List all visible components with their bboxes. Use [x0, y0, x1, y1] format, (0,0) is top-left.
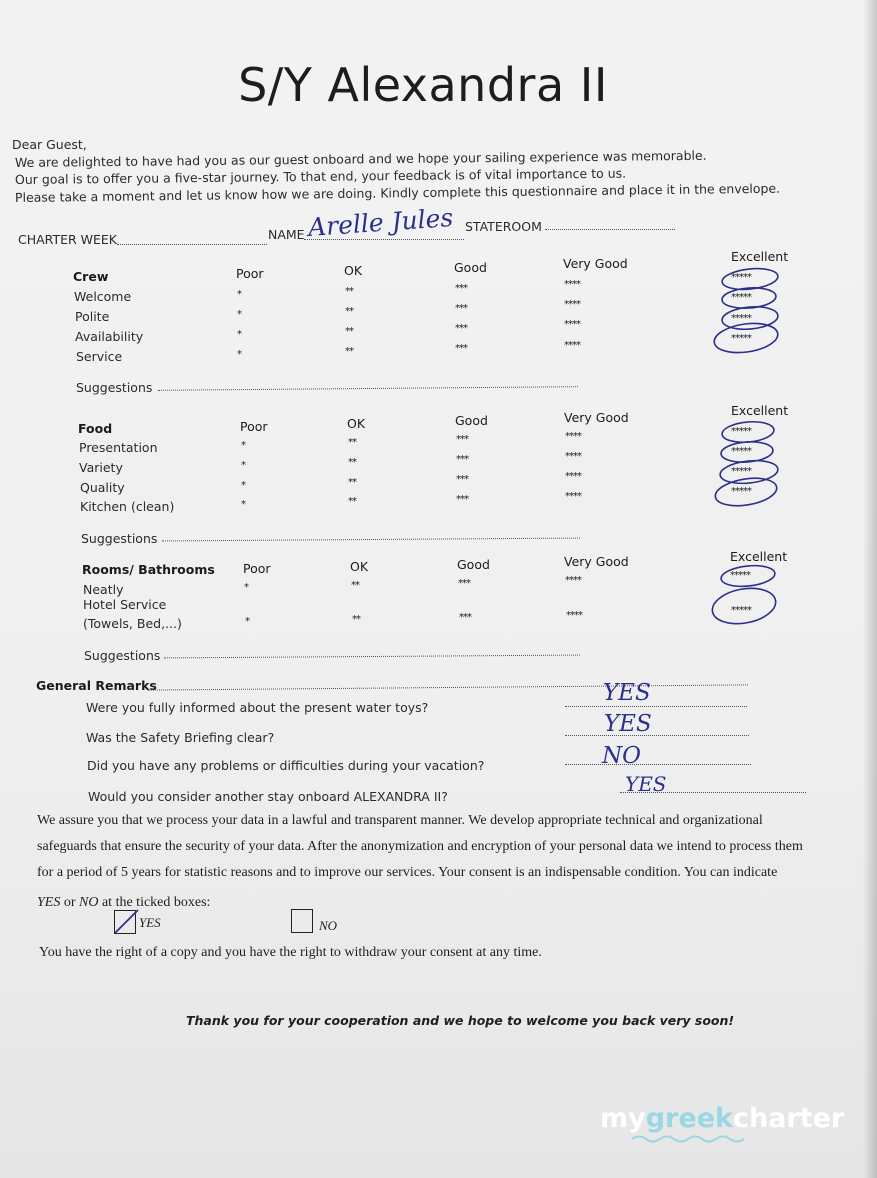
rooms-good-header: Good — [457, 557, 490, 572]
rooms-service-poor[interactable]: * — [245, 616, 249, 627]
brand-charter: charter — [732, 1103, 845, 1134]
crew-item-welcome: Welcome — [74, 289, 132, 304]
rooms-service-good[interactable]: *** — [459, 612, 471, 623]
crew-polite-poor[interactable]: * — [237, 309, 241, 320]
rooms-suggestions-label: Suggestions — [84, 648, 161, 663]
privacy-line-3: for a period of 5 years for statistic reasons and to improve our services. Your consent is an indispensable condition. You can indicate — [37, 865, 778, 880]
crew-welcome-ok[interactable]: ** — [345, 286, 353, 297]
food-kitchen-verygood[interactable]: **** — [565, 491, 581, 502]
food-excellent-circles-ink — [700, 410, 800, 515]
charter-week-label: CHARTER WEEK — [18, 232, 117, 247]
privacy-rights: You have the right of a copy and you have the right to withdraw your consent at any time. — [39, 945, 542, 960]
crew-availability-good[interactable]: *** — [455, 323, 467, 334]
privacy-ticked-text: at the ticked boxes: — [98, 895, 211, 910]
stateroom-field[interactable] — [545, 229, 675, 230]
food-suggestions-label: Suggestions — [81, 531, 158, 546]
crew-service-ok[interactable]: ** — [345, 346, 353, 357]
rooms-ok-header: OK — [350, 559, 369, 574]
crew-welcome-verygood[interactable]: **** — [564, 279, 580, 290]
answer-problems-handwritten: NO — [602, 743, 641, 769]
food-item-presentation: Presentation — [79, 440, 158, 455]
food-presentation-poor[interactable]: * — [241, 440, 245, 451]
crew-excellent-circles-ink — [700, 258, 800, 363]
intro-line-3: Please take a moment and let us know how we are doing. Kindly complete this questionnaire and place it in the envelope. — [14, 180, 781, 205]
rooms-neatly-good[interactable]: *** — [458, 578, 470, 589]
question-another-stay: Would you consider another stay onboard ALEXANDRA II? — [88, 789, 448, 804]
intro-line-1: We are delighted to have had you as our guest onboard and we hope your sailing experience was memorable. — [14, 147, 707, 170]
brand-greek: greek — [645, 1103, 733, 1134]
food-kitchen-good[interactable]: *** — [456, 494, 468, 505]
thank-you-note: Thank you for your cooperation and we hope to welcome you back very soon! — [186, 1013, 735, 1028]
page-edge-shadow — [863, 0, 877, 1178]
food-verygood-header: Very Good — [564, 410, 629, 425]
crew-availability-ok[interactable]: ** — [345, 326, 353, 337]
privacy-no-word: NO — [79, 895, 99, 910]
food-item-variety: Variety — [79, 460, 123, 475]
crew-polite-excellent[interactable]: ***** — [731, 292, 751, 303]
name-handwritten: Arelle Jules — [307, 202, 455, 243]
crew-availability-verygood[interactable]: **** — [564, 319, 580, 330]
answer-safety-briefing-line[interactable] — [565, 735, 749, 736]
greeting: Dear Guest, — [12, 137, 87, 152]
intro-line-2: Our goal is to offer you a five-star journey. To that end, your feedback is of vital importance to us. — [14, 165, 627, 187]
crew-service-poor[interactable]: * — [237, 349, 241, 360]
food-kitchen-excellent[interactable]: ***** — [731, 486, 751, 497]
food-kitchen-poor[interactable]: * — [241, 499, 245, 510]
food-quality-verygood[interactable]: **** — [565, 471, 581, 482]
question-water-toys: Were you fully informed about the present water toys? — [86, 700, 429, 715]
document-title: S/Y Alexandra II — [238, 58, 608, 112]
general-remarks-heading: General Remarks — [36, 678, 157, 693]
crew-item-service: Service — [76, 349, 123, 364]
answer-safety-briefing-handwritten: YES — [604, 711, 652, 737]
food-ok-header: OK — [347, 416, 366, 431]
crew-polite-ok[interactable]: ** — [345, 306, 353, 317]
food-quality-excellent[interactable]: ***** — [731, 466, 751, 477]
rooms-verygood-header: Very Good — [564, 554, 629, 569]
rooms-neatly-excellent[interactable]: ***** — [730, 570, 750, 581]
food-presentation-good[interactable]: *** — [456, 434, 468, 445]
charter-week-field[interactable] — [117, 244, 267, 245]
privacy-or-word: or — [60, 895, 80, 910]
crew-suggestions-field[interactable] — [158, 386, 578, 391]
crew-service-good[interactable]: *** — [455, 343, 467, 354]
crew-welcome-good[interactable]: *** — [455, 283, 467, 294]
crew-polite-good[interactable]: *** — [455, 303, 467, 314]
answer-another-stay-handwritten: YES — [625, 772, 667, 796]
food-quality-good[interactable]: *** — [456, 474, 468, 485]
crew-polite-verygood[interactable]: **** — [564, 299, 580, 310]
rooms-service-excellent[interactable]: ***** — [731, 605, 751, 616]
crew-item-availability: Availability — [75, 329, 144, 344]
food-variety-verygood[interactable]: **** — [565, 451, 581, 462]
food-quality-ok[interactable]: ** — [348, 477, 356, 488]
food-poor-header: Poor — [240, 419, 268, 434]
stateroom-label: STATEROOM — [465, 219, 542, 234]
crew-item-polite: Polite — [75, 309, 110, 324]
rooms-heading: Rooms/ Bathrooms — [82, 562, 215, 577]
crew-verygood-header: Very Good — [563, 256, 628, 271]
consent-no-checkbox[interactable] — [291, 909, 313, 933]
food-suggestions-field[interactable] — [162, 538, 580, 542]
crew-service-verygood[interactable]: **** — [564, 340, 580, 351]
rooms-neatly-ok[interactable]: ** — [351, 580, 359, 591]
rooms-service-verygood[interactable]: **** — [566, 610, 582, 621]
crew-availability-poor[interactable]: * — [237, 329, 241, 340]
food-variety-ok[interactable]: ** — [348, 457, 356, 468]
consent-yes-label: YES — [139, 915, 161, 930]
food-item-kitchen: Kitchen (clean) — [80, 499, 175, 514]
general-remarks-field[interactable] — [148, 684, 748, 690]
rooms-item-neatly: Neatly — [83, 582, 124, 597]
rooms-excellent-circles-ink — [700, 558, 800, 633]
food-item-quality: Quality — [80, 480, 125, 495]
food-variety-good[interactable]: *** — [456, 454, 468, 465]
food-excellent-header: Excellent — [731, 403, 789, 418]
privacy-yes-word: YES — [37, 895, 61, 910]
food-variety-poor[interactable]: * — [241, 460, 245, 471]
answer-water-toys-handwritten: YES — [603, 680, 651, 706]
rooms-item-hotel-service: Hotel Service — [83, 597, 167, 612]
crew-welcome-poor[interactable]: * — [237, 289, 241, 300]
food-kitchen-ok[interactable]: ** — [348, 496, 356, 507]
rooms-excellent-header: Excellent — [730, 549, 788, 564]
rooms-suggestions-field[interactable] — [164, 655, 580, 659]
rooms-item-towels: (Towels, Bed,...) — [83, 616, 182, 631]
crew-welcome-excellent[interactable]: ***** — [731, 272, 751, 283]
crew-suggestions-label: Suggestions — [76, 380, 153, 395]
rooms-service-ok[interactable]: ** — [352, 614, 360, 625]
rooms-poor-header: Poor — [243, 561, 271, 576]
question-problems: Did you have any problems or difficulties during your vacation? — [87, 758, 485, 773]
crew-ok-header: OK — [344, 263, 363, 278]
privacy-line-1: We assure you that we process your data in a lawful and transparent manner. We develop appropriate technical and organizational — [37, 813, 763, 828]
name-label: NAME — [268, 227, 305, 242]
food-presentation-verygood[interactable]: **** — [565, 431, 581, 442]
crew-good-header: Good — [454, 260, 487, 275]
crew-excellent-header: Excellent — [731, 249, 789, 264]
crew-availability-excellent[interactable]: ***** — [731, 313, 751, 324]
answer-water-toys-line[interactable] — [565, 706, 747, 707]
food-variety-excellent[interactable]: ***** — [731, 446, 751, 457]
privacy-line-2: safeguards that ensure the security of your data. After the anonymization and encryption of your personal data we intend to process them — [37, 839, 803, 854]
rooms-neatly-verygood[interactable]: **** — [565, 575, 581, 586]
crew-poor-header: Poor — [236, 266, 264, 281]
rooms-neatly-poor[interactable]: * — [244, 582, 248, 593]
food-heading: Food — [78, 421, 113, 436]
crew-service-excellent[interactable]: ***** — [731, 333, 751, 344]
brand-watermark — [600, 1103, 844, 1134]
food-presentation-ok[interactable]: ** — [348, 437, 356, 448]
brand-my: my — [600, 1103, 646, 1134]
answer-problems-line[interactable] — [565, 764, 751, 765]
brand-wave-icon — [632, 1134, 744, 1144]
food-quality-poor[interactable]: * — [241, 480, 245, 491]
crew-heading: Crew — [73, 269, 109, 284]
food-presentation-excellent[interactable]: ***** — [731, 426, 751, 437]
consent-no-label: NO — [319, 918, 338, 933]
consent-yes-tick-ink — [112, 907, 142, 937]
question-safety-briefing: Was the Safety Briefing clear? — [86, 730, 275, 745]
food-good-header: Good — [455, 413, 488, 428]
